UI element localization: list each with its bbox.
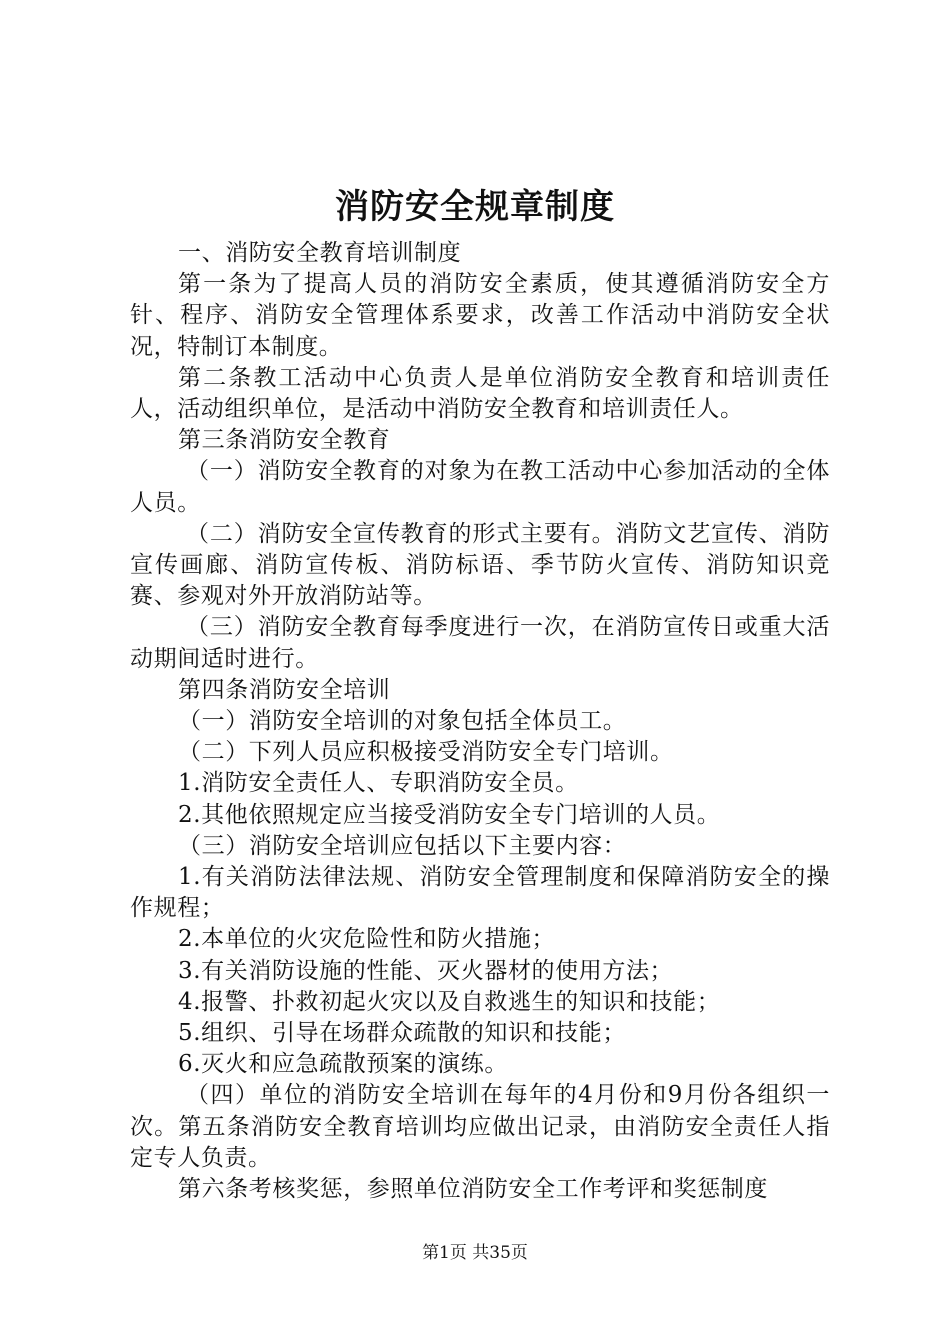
paragraph-article-6: 第六条考核奖惩，参照单位消防安全工作考评和奖惩制度 [178, 1176, 768, 1203]
paragraph-article-1: 第一条为了提高人员的消防安全素质，使其遵循消防安全方针、程序、消防安全管理体系要求，改善工作活动中消防安全状况，特制订本制度。 [130, 271, 830, 360]
paragraph-item: （一）消防安全教育的对象为在教工活动中心参加活动的全体人员。 [130, 458, 830, 516]
paragraph-item: （四）单位的消防安全培训在每年的4月份和9月份各组织一次。第五条消防安全教育培训均应做出记录，由消防安全责任人指定专人负责。 [130, 1082, 830, 1171]
paragraph-item: （三）消防安全教育每季度进行一次，在消防宣传日或重大活动期间适时进行。 [130, 614, 830, 672]
list-item: 1.有关消防法律法规、消防安全管理制度和保障消防安全的操作规程； [130, 864, 830, 922]
list-item: 6.灭火和应急疏散预案的演练。 [178, 1051, 508, 1078]
list-item: 4.报警、扑救初起火灾以及自救逃生的知识和技能； [178, 988, 721, 1015]
paragraph-article-2: 第二条教工活动中心负责人是单位消防安全教育和培训责任人，活动组织单位，是活动中消防安全教育和培训责任人。 [130, 364, 830, 423]
list-item: 3.有关消防设施的性能、灭火器材的使用方法； [178, 957, 674, 984]
paragraph-item: （一）消防安全培训的对象包括全体员工。 [178, 708, 627, 735]
page-footer: 第1页 共35页 [422, 1243, 528, 1263]
paragraph-article-4-heading: 第四条消防安全培训 [178, 676, 391, 703]
paragraph-item: （二）消防安全宣传教育的形式主要有。消防文艺宣传、消防宣传画廊、消防宣传板、消防标语、季节防火宣传、消防知识竞赛、参观对外开放消防站等。 [130, 520, 830, 610]
list-item: 5.组织、引导在场群众疏散的知识和技能； [178, 1020, 626, 1047]
section-heading: 一、消防安全教育培训制度 [178, 240, 462, 266]
document-body [130, 238, 830, 1205]
paragraph-article-3-heading: 第三条消防安全教育 [178, 427, 391, 454]
document-title: 消防安全规章制度 [335, 187, 615, 227]
list-item: 2.其他依照规定应当接受消防安全专门培训的人员。 [178, 801, 721, 828]
paragraph-item: （二）下列人员应积极接受消防安全专门培训。 [178, 739, 674, 766]
paragraph-item: （三）消防安全培训应包括以下主要内容： [178, 832, 627, 859]
list-item: 2.本单位的火灾危险性和防火措施； [178, 926, 556, 953]
list-item: 1.消防安全责任人、专职消防安全员。 [178, 770, 579, 797]
